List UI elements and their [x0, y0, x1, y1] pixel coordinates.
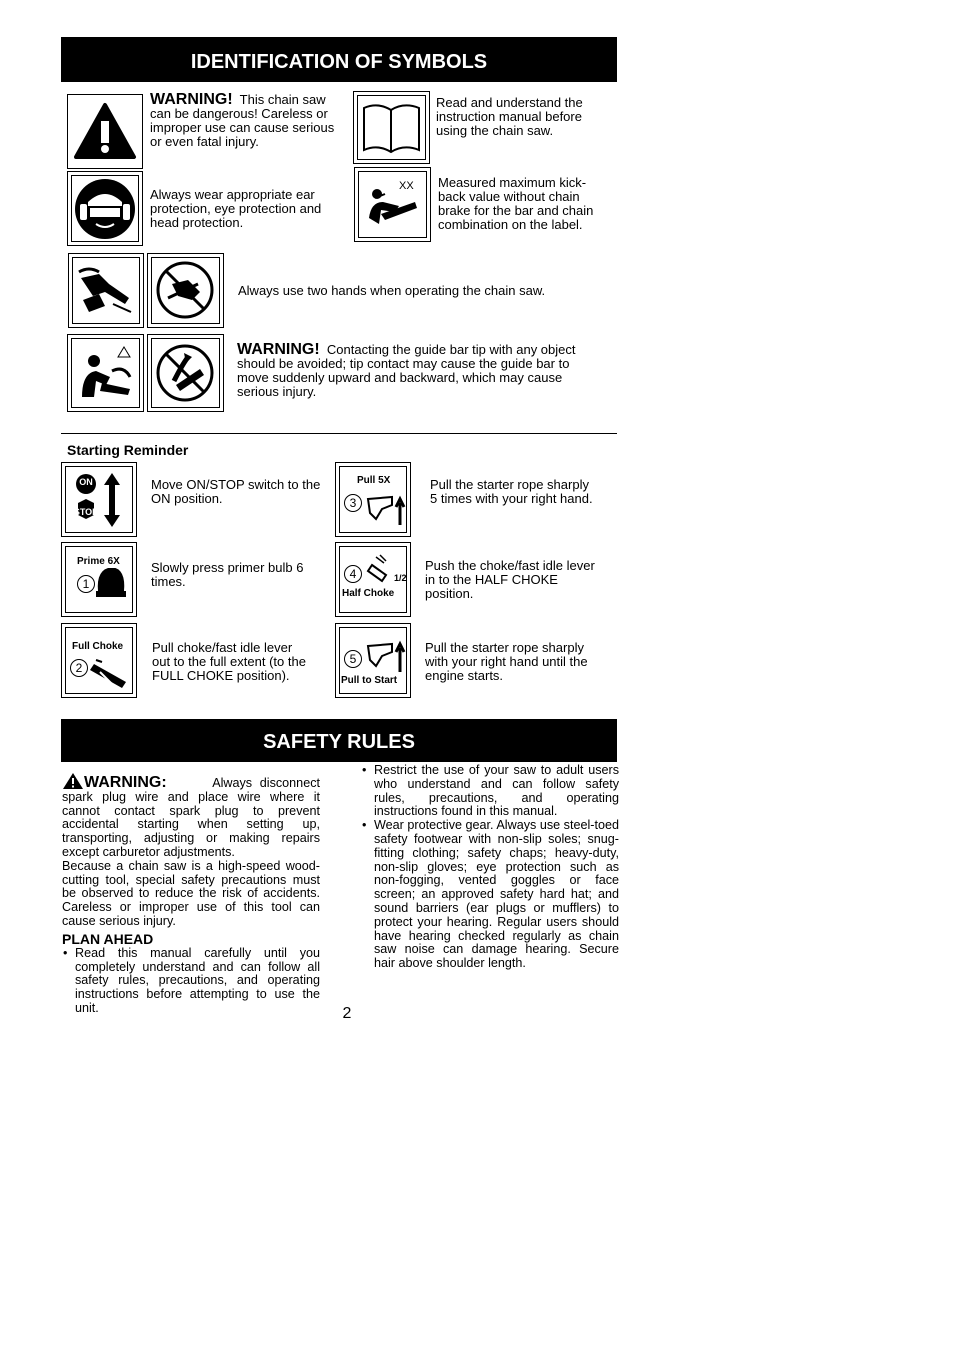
step-prime-text: Slowly press primer bulb 6 times.: [151, 560, 304, 589]
kickback-text: Measured maximum kick-back value without chain brake for the bar and chain combination on the label.: [438, 175, 594, 232]
half-fraction-label: 1/2: [394, 573, 407, 583]
half-choke-icon: [335, 542, 411, 617]
kickback-operator-icon: [67, 334, 144, 412]
step-full-choke-text: Pull choke/fast idle lever out to the full extent (to the FULL CHOKE position).: [152, 640, 306, 683]
no-one-hand-icon: [147, 253, 224, 328]
prime-label: Prime 6X: [77, 556, 120, 567]
safety-warning-label: WARNING:: [84, 774, 167, 791]
warning1-text: This chain saw can be dangerous! Careless or improper use can cause serious or even fatal injury.: [150, 92, 335, 149]
right-bullet-item: • Wear protective gear. Always use steel-toed safety footwear with non-slip soles; snug-fitting clothing; safety chaps; heavy-duty, non-slip gloves; eye protection such as non-fogging, vented goggles or face screen; an approved safety hard hat; and sound barriers (ear plugs or mufflers) to protect your hearing. Regular users should have hearing checked regularly as chain saw noise can damage hearing. Secure hair above shoulder length.: [361, 819, 619, 971]
full-choke-label: Full Choke: [72, 641, 124, 652]
safety-para2: Because a chain saw is a high-speed wood-cutting tool, special safety precautions must be observed to reduce the risk of accidents. Careless or improper use of this tool can cause serious injury.: [62, 858, 320, 928]
step-number-4: 4: [344, 565, 362, 583]
on-label: ON: [79, 477, 93, 487]
warning2-label: WARNING!: [237, 341, 320, 358]
starting-heading: Starting Reminder: [67, 442, 189, 458]
full-choke-icon: [61, 623, 137, 698]
warning-triangle-icon: [67, 94, 143, 169]
symbols-banner: [61, 37, 617, 82]
step-pull5x-text: Pull the starter rope sharply 5 times with your right hand.: [430, 477, 593, 506]
warning2-text: Contacting the guide bar tip with any object should be avoided; tip contact may cause the guide bar to move suddenly upward and backward, which may cause serious injury.: [237, 342, 576, 399]
safety-right-column: [361, 764, 619, 971]
warning-triangle-small-icon: [62, 772, 84, 790]
plan-ahead-heading: PLAN AHEAD: [62, 930, 154, 947]
pull-to-start-icon: [335, 623, 411, 698]
page-number: 2: [342, 1005, 352, 1022]
half-choke-label: Half Choke: [342, 588, 395, 599]
safety-warning-para: [62, 772, 320, 860]
right-bullet-item: • Restrict the use of your saw to adult users who understand and can follow safety rules, precautions, and operating instructions found in this manual.: [361, 764, 619, 819]
ear-eye-head-protection-icon: [67, 171, 143, 246]
book-manual-icon: [353, 91, 430, 164]
pull-to-start-label: Pull to Start: [341, 675, 398, 686]
safety-warning-text: Always disconnect spark plug wire and place wire where it cannot contact spark plug to prevent accidental starting when setting up, transporting, adjusting or making repairs except carburetor adjustments.: [62, 776, 320, 859]
kickback-icon: [354, 167, 431, 242]
no-tip-contact-icon: [147, 334, 224, 412]
step-pull-start-text: Pull the starter rope sharply with your right hand until the engine starts.: [425, 640, 588, 683]
two-hands-text: Always use two hands when operating the chain saw.: [238, 283, 546, 298]
step-number-1: 1: [77, 575, 95, 593]
pull-starter-icon: [335, 462, 411, 537]
step-number-3: 3: [344, 494, 362, 512]
warning1-block: [150, 93, 340, 149]
protection-text: Always wear appropriate ear protection, eye protection and head protection.: [150, 187, 322, 230]
symbols-title: IDENTIFICATION OF SYMBOLS: [190, 51, 488, 73]
warning1-label: WARNING!: [150, 91, 233, 108]
manual-text: Read and understand the instruction manual before using the chain saw.: [436, 95, 583, 138]
step-number-5: 5: [344, 650, 362, 668]
stop-label: STOP: [73, 507, 99, 517]
section-divider: [61, 433, 617, 434]
pull5x-label: Pull 5X: [357, 475, 391, 486]
warning2-block: [237, 343, 582, 399]
step-half-choke-text: Push the choke/fast idle lever in to the HALF CHOKE position.: [425, 558, 595, 601]
safety-left-column: [62, 772, 320, 1016]
on-stop-switch-icon: [61, 462, 137, 537]
step-on-text: Move ON/STOP switch to the ON position.: [151, 477, 321, 506]
two-hands-saw-icon: [68, 253, 144, 328]
kickback-icon-label: XX: [399, 180, 414, 192]
safety-banner: [61, 719, 617, 762]
step-number-2: 2: [70, 659, 88, 677]
safety-title: SAFETY RULES: [263, 731, 415, 753]
left-bullet-item: • Read this manual carefully until you completely understand and can follow all safety rules, precautions, and operating instructions before attempting to use the unit.: [62, 947, 320, 1016]
primer-bulb-icon: [61, 542, 137, 617]
